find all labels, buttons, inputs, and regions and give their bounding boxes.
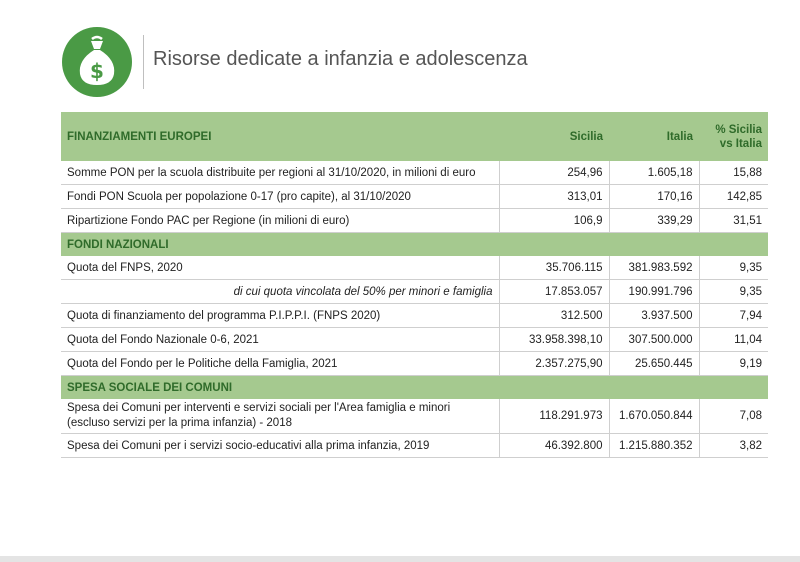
column-header-percent-line1: % Sicilia (715, 123, 762, 136)
section-title: SPESA SOCIALE DEI COMUNI (61, 376, 768, 400)
column-header-italia: Italia (609, 112, 699, 161)
cell-percent: 142,85 (699, 185, 768, 209)
table-row (61, 399, 768, 434)
cell-sicilia: 17.853.057 (499, 280, 609, 304)
cell-sicilia: 33.958.398,10 (499, 328, 609, 352)
row-label: Ripartizione Fondo PAC per Regione (in milioni di euro) (61, 209, 499, 233)
cell-sicilia: 106,9 (499, 209, 609, 233)
table-row (61, 328, 768, 352)
cell-percent: 11,04 (699, 328, 768, 352)
cell-percent: 9,19 (699, 352, 768, 376)
column-header-section: FINANZIAMENTI EUROPEI (61, 112, 499, 161)
cell-italia: 1.605,18 (609, 161, 699, 185)
cell-italia: 1.215.880.352 (609, 434, 699, 458)
column-header-percent (699, 112, 768, 161)
cell-percent: 7,08 (699, 399, 768, 434)
cell-percent: 9,35 (699, 256, 768, 280)
row-label-subitem: di cui quota vincolata del 50% per minori e famiglia (61, 280, 499, 304)
cell-italia: 170,16 (609, 185, 699, 209)
cell-sicilia: 35.706.115 (499, 256, 609, 280)
header-divider (143, 35, 144, 89)
cell-sicilia: 312.500 (499, 304, 609, 328)
bottom-bar (0, 556, 800, 562)
column-header-sicilia: Sicilia (499, 112, 609, 161)
row-label-line2: (escluso servizi per la prima infanzia) - 2018 (67, 417, 292, 429)
page-header (62, 27, 762, 97)
section-header-spesa-sociale (61, 376, 768, 400)
cell-sicilia: 118.291.973 (499, 399, 609, 434)
table-row (61, 352, 768, 376)
cell-percent: 15,88 (699, 161, 768, 185)
page-title: Risorse dedicate a infanzia e adolescenza (153, 48, 528, 70)
svg-text:$: $ (90, 59, 104, 83)
row-label (61, 399, 499, 434)
row-label: Quota del Fondo per le Politiche della Famiglia, 2021 (61, 352, 499, 376)
row-label: Quota di finanziamento del programma P.I.P.P.I. (FNPS 2020) (61, 304, 499, 328)
table-row (61, 434, 768, 458)
row-label: Fondi PON Scuola per popolazione 0-17 (pro capite), al 31/10/2020 (61, 185, 499, 209)
column-header-percent-line2: vs Italia (719, 137, 762, 150)
cell-italia: 3.937.500 (609, 304, 699, 328)
row-label: Quota del Fondo Nazionale 0-6, 2021 (61, 328, 499, 352)
row-label: Quota del FNPS, 2020 (61, 256, 499, 280)
cell-italia: 25.650.445 (609, 352, 699, 376)
row-label: Spesa dei Comuni per i servizi socio-educativi alla prima infanzia, 2019 (61, 434, 499, 458)
section-header-fondi-nazionali (61, 233, 768, 257)
table-row (61, 209, 768, 233)
table-row (61, 304, 768, 328)
cell-percent: 31,51 (699, 209, 768, 233)
cell-sicilia: 46.392.800 (499, 434, 609, 458)
cell-italia: 339,29 (609, 209, 699, 233)
table-row (61, 185, 768, 209)
cell-italia: 190.991.796 (609, 280, 699, 304)
section-title: FONDI NAZIONALI (61, 233, 768, 257)
cell-percent: 7,94 (699, 304, 768, 328)
money-bag-icon (62, 27, 132, 97)
cell-sicilia: 2.357.275,90 (499, 352, 609, 376)
row-label: Somme PON per la scuola distribuite per regioni al 31/10/2020, in milioni di euro (61, 161, 499, 185)
table-row (61, 256, 768, 280)
table-header-row (61, 112, 768, 161)
cell-italia: 1.670.050.844 (609, 399, 699, 434)
cell-percent: 9,35 (699, 280, 768, 304)
cell-sicilia: 254,96 (499, 161, 609, 185)
cell-percent: 3,82 (699, 434, 768, 458)
cell-italia: 381.983.592 (609, 256, 699, 280)
resources-table (61, 112, 768, 458)
table-row (61, 280, 768, 304)
cell-italia: 307.500.000 (609, 328, 699, 352)
row-label-line1: Spesa dei Comuni per interventi e servizi sociali per l'Area famiglia e minori (67, 402, 451, 414)
table-row (61, 161, 768, 185)
cell-sicilia: 313,01 (499, 185, 609, 209)
